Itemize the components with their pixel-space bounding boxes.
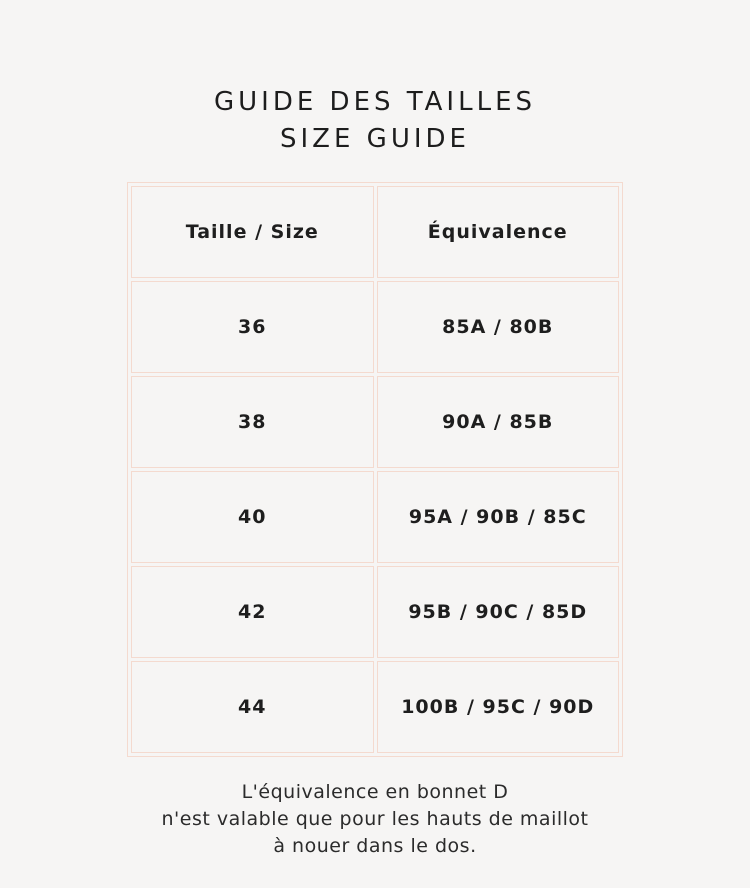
size-cell: 44 — [131, 661, 374, 753]
equivalence-cell: 90A / 85B — [377, 376, 620, 468]
equivalence-cell: 95A / 90B / 85C — [377, 471, 620, 563]
equivalence-cell: 100B / 95C / 90D — [377, 661, 620, 753]
page-title-en: SIZE GUIDE — [280, 124, 470, 154]
size-cell: 36 — [131, 281, 374, 373]
table-row — [131, 376, 619, 468]
table-row — [131, 566, 619, 658]
table-header-row — [131, 186, 619, 278]
table-row — [131, 661, 619, 753]
column-header-size: Taille / Size — [131, 186, 374, 278]
equivalence-cell: 95B / 90C / 85D — [377, 566, 620, 658]
size-guide-table — [127, 182, 623, 757]
footnote-line: n'est valable que pour les hauts de maillot — [161, 808, 589, 830]
footnote-line: à nouer dans le dos. — [273, 835, 477, 857]
page-title — [0, 0, 750, 158]
size-cell: 42 — [131, 566, 374, 658]
equivalence-cell: 85A / 80B — [377, 281, 620, 373]
footnote-line: L'équivalence en bonnet D — [241, 781, 509, 803]
page-title-fr: GUIDE DES TAILLES — [214, 87, 536, 117]
table-row — [131, 281, 619, 373]
size-cell: 40 — [131, 471, 374, 563]
footnote — [65, 779, 685, 860]
table-row — [131, 471, 619, 563]
size-cell: 38 — [131, 376, 374, 468]
column-header-equivalence: Équivalence — [377, 186, 620, 278]
